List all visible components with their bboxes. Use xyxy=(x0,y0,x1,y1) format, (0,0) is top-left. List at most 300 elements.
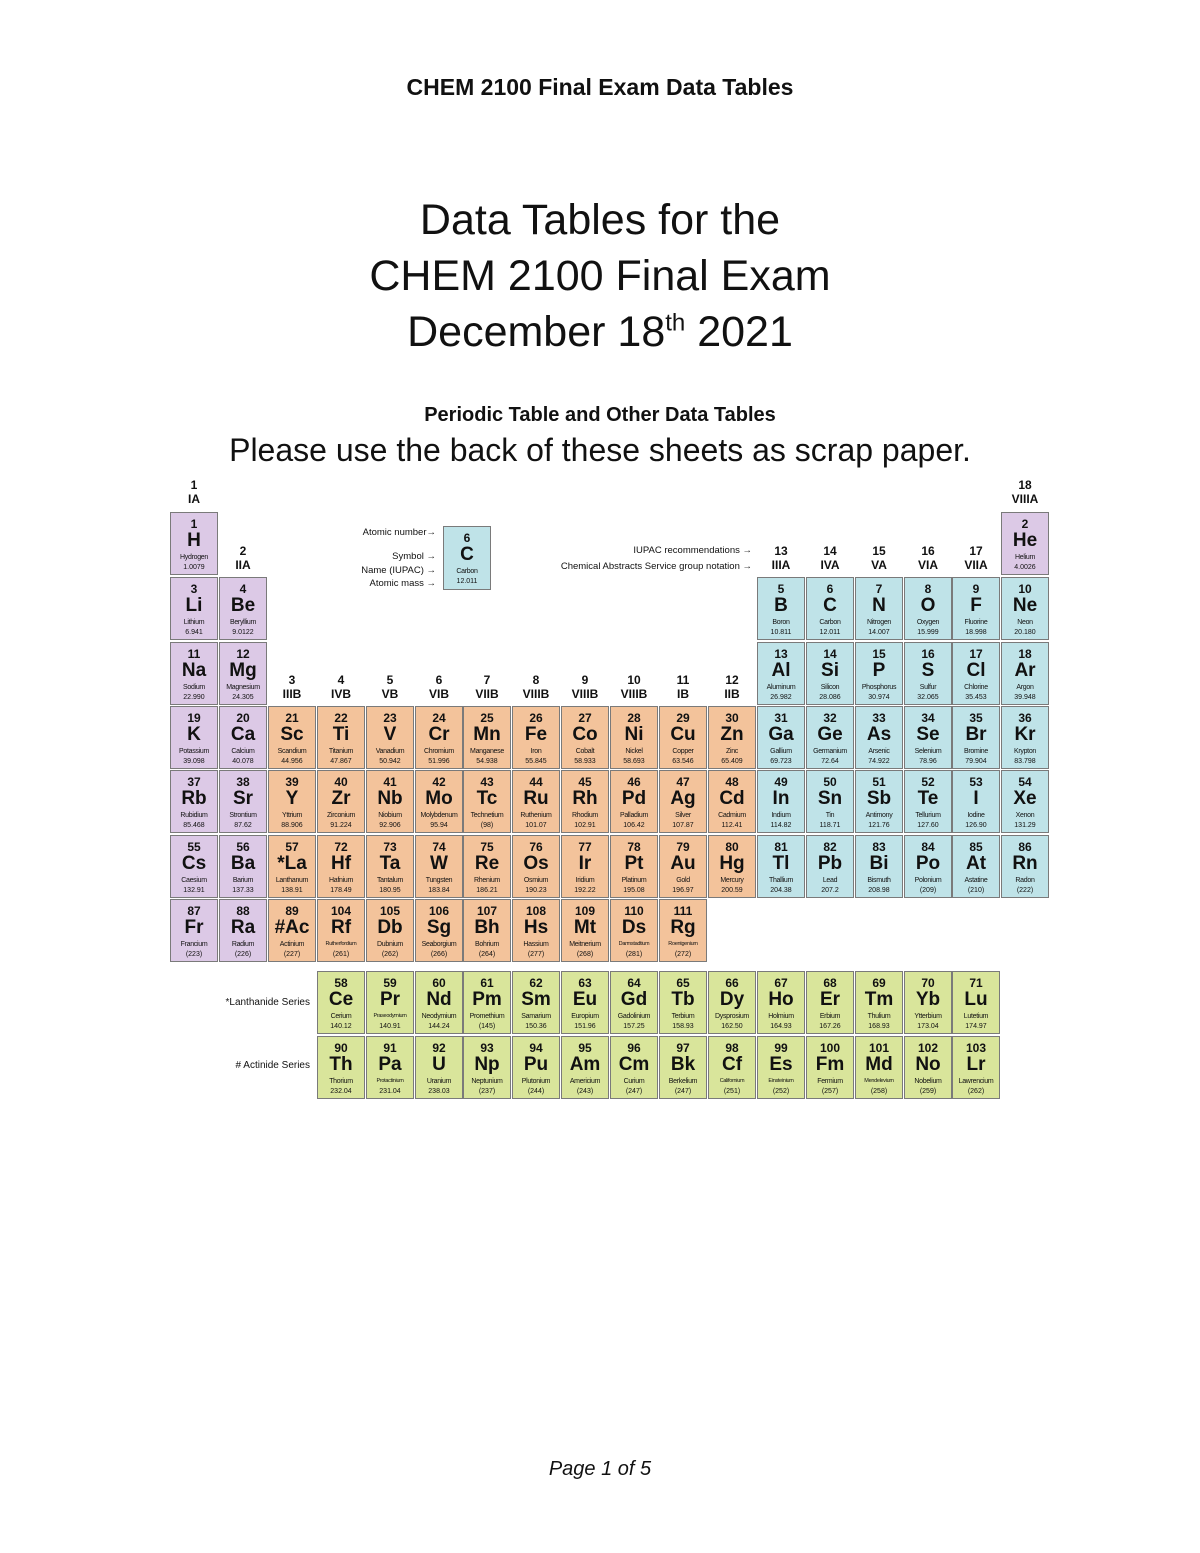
element-name: Radium xyxy=(231,941,255,948)
element-cell-tantalum xyxy=(366,835,414,898)
element-atomic-number: 42 xyxy=(432,775,446,789)
element-name: Dubnium xyxy=(377,941,403,948)
element-symbol: Cf xyxy=(721,1054,743,1075)
element-atomic-number: 20 xyxy=(236,711,250,725)
element-cell-antimony xyxy=(855,770,903,833)
element-atomic-mass: 39.098 xyxy=(183,758,205,765)
element-cell-darmstadtium xyxy=(610,899,658,962)
main-title-line-1: Data Tables for the xyxy=(419,196,781,244)
element-cell-rhenium xyxy=(463,835,511,898)
section-subheading: Periodic Table and Other Data Tables xyxy=(424,404,776,426)
element-cell-thorium xyxy=(317,1036,365,1099)
element-cell-einsteinium xyxy=(757,1036,805,1099)
element-atomic-number: 22 xyxy=(334,711,348,725)
element-atomic-mass: 157.25 xyxy=(623,1023,645,1030)
element-name: Neon xyxy=(1017,619,1033,626)
element-name: Iridium xyxy=(575,877,595,884)
element-atomic-mass: (243) xyxy=(576,1088,594,1095)
element-atomic-mass: (281) xyxy=(625,951,643,958)
element-symbol: P xyxy=(872,660,886,681)
element-atomic-number: 49 xyxy=(774,775,788,789)
element-atomic-number: 17 xyxy=(969,647,983,661)
element-atomic-number: 85 xyxy=(969,840,983,854)
element-atomic-mass: 118.71 xyxy=(819,822,841,829)
element-name: Xenon xyxy=(1015,812,1035,819)
element-symbol: In xyxy=(772,788,790,809)
element-atomic-mass: 50.942 xyxy=(379,758,401,765)
element-name: Indium xyxy=(771,812,791,819)
element-atomic-mass: 186.21 xyxy=(476,887,498,894)
element-cell-rubidium xyxy=(170,770,218,833)
group-header-10 xyxy=(610,673,658,701)
element-atomic-number: 38 xyxy=(236,775,250,789)
element-cell-erbium xyxy=(806,971,854,1034)
element-atomic-number: 55 xyxy=(187,840,201,854)
element-name: Sodium xyxy=(183,684,205,691)
element-atomic-mass: 178.49 xyxy=(330,887,352,894)
element-symbol: Bi xyxy=(869,853,889,874)
element-atomic-number: 102 xyxy=(917,1041,939,1055)
element-cell-gold xyxy=(659,835,707,898)
element-atomic-number: 66 xyxy=(725,976,739,990)
group-roman-numeral: VIB xyxy=(428,687,449,701)
element-atomic-mass: 20.180 xyxy=(1014,629,1036,636)
element-atomic-number: 79 xyxy=(676,840,690,854)
element-symbol: At xyxy=(965,853,987,874)
element-atomic-mass: 112.41 xyxy=(721,822,743,829)
element-symbol: Ta xyxy=(379,853,401,874)
group-number: 18 xyxy=(1018,478,1032,492)
element-atomic-number: 8 xyxy=(924,582,932,596)
element-name: Bohrium xyxy=(475,941,499,948)
element-atomic-mass: 91.224 xyxy=(330,822,352,829)
element-name: Holmium xyxy=(768,1013,794,1020)
element-atomic-mass: (261) xyxy=(332,951,350,958)
element-atomic-mass: 51.996 xyxy=(428,758,450,765)
element-atomic-number: 92 xyxy=(432,1041,446,1055)
element-atomic-number: 100 xyxy=(819,1041,841,1055)
element-symbol: Pu xyxy=(523,1054,549,1075)
element-symbol: S xyxy=(921,660,935,681)
element-cell-cadmium xyxy=(708,770,756,833)
element-symbol: Np xyxy=(474,1054,500,1075)
element-name: Zirconium xyxy=(326,812,356,819)
element-atomic-mass: 174.97 xyxy=(965,1023,987,1030)
element-symbol: Bh xyxy=(474,917,500,938)
element-cell-seaborgium xyxy=(415,899,463,962)
element-atomic-number: 82 xyxy=(823,840,837,854)
group-header-8 xyxy=(512,673,560,701)
element-cell-krypton xyxy=(1001,706,1049,769)
element-cell-argon xyxy=(1001,642,1049,705)
element-atomic-mass: 69.723 xyxy=(770,758,792,765)
page-number: Page 1 of 5 xyxy=(548,1458,652,1480)
element-atomic-number: 11 xyxy=(187,647,201,661)
element-atomic-number: 86 xyxy=(1018,840,1032,854)
legend-example-cell xyxy=(443,526,491,590)
element-cell-dysprosium xyxy=(708,971,756,1034)
element-atomic-mass: (266) xyxy=(430,951,448,958)
element-symbol: Co xyxy=(572,724,598,745)
element-name: Iodine xyxy=(967,812,985,819)
element-symbol: Yb xyxy=(915,989,941,1010)
element-symbol: Gd xyxy=(620,989,648,1010)
element-name: Actinium xyxy=(279,941,305,948)
element-cell-lutetium xyxy=(952,971,1000,1034)
element-atomic-mass: 168.93 xyxy=(868,1023,890,1030)
element-atomic-mass: 85.468 xyxy=(183,822,205,829)
element-symbol: #Ac xyxy=(274,917,310,938)
element-atomic-mass: 164.93 xyxy=(770,1023,792,1030)
element-atomic-number: 64 xyxy=(627,976,641,990)
group-header-1 xyxy=(170,478,218,506)
element-symbol: Xe xyxy=(1013,788,1037,809)
element-name: Californium xyxy=(719,1078,745,1084)
element-cell-roentgenium xyxy=(659,899,707,962)
element-atomic-mass: 173.04 xyxy=(917,1023,939,1030)
element-name: Europium xyxy=(571,1013,599,1020)
element-name: Lithium xyxy=(183,619,205,626)
element-name: Helium xyxy=(1015,554,1035,561)
element-name: Dysprosium xyxy=(715,1013,749,1020)
element-cell-xenon xyxy=(1001,770,1049,833)
element-atomic-mass: 44.956 xyxy=(281,758,303,765)
element-cell-plutonium xyxy=(512,1036,560,1099)
element-cell-cobalt xyxy=(561,706,609,769)
element-atomic-mass: 24.305 xyxy=(232,694,254,701)
element-cell-tellurium xyxy=(904,770,952,833)
element-symbol: *La xyxy=(277,853,307,874)
element-atomic-number: 2 xyxy=(1021,517,1029,531)
element-symbol: Ds xyxy=(621,917,647,938)
element-atomic-number: 73 xyxy=(383,840,397,854)
element-cell-thulium xyxy=(855,971,903,1034)
element-atomic-mass: 12.011 xyxy=(819,629,841,636)
element-atomic-mass: 32.065 xyxy=(917,694,939,701)
element-symbol: C xyxy=(823,595,837,616)
element-atomic-mass: 183.84 xyxy=(428,887,450,894)
element-atomic-number: 33 xyxy=(872,711,886,725)
element-cell-meitnerium xyxy=(561,899,609,962)
element-symbol: Ar xyxy=(1014,660,1036,681)
element-symbol: Al xyxy=(771,660,791,681)
element-cell-hassium xyxy=(512,899,560,962)
element-atomic-number: 94 xyxy=(529,1041,543,1055)
element-atomic-number: 39 xyxy=(285,775,299,789)
group-number: 8 xyxy=(532,673,540,687)
element-symbol: Rh xyxy=(572,788,598,809)
element-atomic-mass: 39.948 xyxy=(1014,694,1036,701)
element-symbol: Er xyxy=(819,989,841,1010)
element-atomic-number: 43 xyxy=(480,775,494,789)
element-atomic-number: 35 xyxy=(969,711,983,725)
lanthanide-series-label: *Lanthanide Series xyxy=(225,997,310,1008)
element-symbol: Rg xyxy=(670,917,696,938)
element-atomic-mass: 18.998 xyxy=(965,629,987,636)
element-cell-fermium xyxy=(806,1036,854,1099)
element-atomic-number: 99 xyxy=(774,1041,788,1055)
element-atomic-mass: 107.87 xyxy=(672,822,694,829)
element-symbol: Po xyxy=(915,853,941,874)
element-atomic-number: 72 xyxy=(334,840,348,854)
element-symbol: Pr xyxy=(379,989,401,1010)
element-name: Berkelium xyxy=(668,1078,698,1085)
element-atomic-mass: (262) xyxy=(967,1088,985,1095)
element-atomic-mass: (244) xyxy=(527,1088,545,1095)
element-symbol: K xyxy=(187,724,201,745)
element-name: Manganese xyxy=(470,748,504,755)
element-name: Lanthanum xyxy=(275,877,309,884)
element-atomic-mass: (247) xyxy=(674,1088,692,1095)
exam-year-text: 2021 xyxy=(685,308,793,356)
element-atomic-mass: 72.64 xyxy=(821,758,839,765)
element-name: Lutetium xyxy=(963,1013,989,1020)
element-symbol: Cr xyxy=(428,724,450,745)
element-cell-vanadium xyxy=(366,706,414,769)
group-number: 4 xyxy=(337,673,345,687)
element-name: Hassium xyxy=(523,941,549,948)
element-atomic-mass: (98) xyxy=(480,822,494,829)
element-atomic-mass: 102.91 xyxy=(574,822,596,829)
element-symbol: Se xyxy=(916,724,940,745)
element-cell-uranium xyxy=(415,1036,463,1099)
element-atomic-number: 62 xyxy=(529,976,543,990)
element-cell-actinium xyxy=(268,899,316,962)
element-atomic-mass: 196.97 xyxy=(672,887,694,894)
element-atomic-mass: 74.922 xyxy=(868,758,890,765)
element-atomic-number: 67 xyxy=(774,976,788,990)
element-atomic-number: 97 xyxy=(676,1041,690,1055)
element-symbol: Lu xyxy=(964,989,988,1010)
element-name: Aluminum xyxy=(766,684,796,691)
element-name: Curium xyxy=(623,1078,645,1085)
element-name: Strontium xyxy=(229,812,257,819)
group-roman-numeral: VIIIB xyxy=(571,687,599,701)
element-atomic-number: 3 xyxy=(190,582,198,596)
element-name: Nitrogen xyxy=(866,619,892,626)
element-atomic-mass: (226) xyxy=(234,951,252,958)
element-atomic-mass: 150.36 xyxy=(525,1023,547,1030)
element-cell-silver xyxy=(659,770,707,833)
element-atomic-number: 84 xyxy=(921,840,935,854)
element-atomic-number: 34 xyxy=(921,711,935,725)
element-atomic-number: 6 xyxy=(826,582,834,596)
element-atomic-number: 19 xyxy=(187,711,201,725)
element-cell-protactinium xyxy=(366,1036,414,1099)
element-cell-thallium xyxy=(757,835,805,898)
element-cell-calcium xyxy=(219,706,267,769)
element-cell-caesium xyxy=(170,835,218,898)
element-atomic-mass: (259) xyxy=(919,1088,937,1095)
element-atomic-number: 41 xyxy=(383,775,397,789)
element-atomic-mass: (145) xyxy=(478,1023,496,1030)
actinide-series-label: # Actinide Series xyxy=(235,1060,310,1071)
element-atomic-number: 40 xyxy=(334,775,348,789)
element-name: Thallium xyxy=(768,877,794,884)
element-atomic-mass: 140.12 xyxy=(330,1023,352,1030)
element-name: Darmstadtium xyxy=(618,941,650,947)
element-name: Promethium xyxy=(469,1013,505,1020)
element-name: Polonium xyxy=(914,877,942,884)
group-header-6 xyxy=(415,673,463,701)
element-symbol: Eu xyxy=(572,989,598,1010)
element-name: Hydrogen xyxy=(180,554,208,561)
element-cell-rutherfordium xyxy=(317,899,365,962)
element-name: Ruthenium xyxy=(520,812,552,819)
element-symbol: Sg xyxy=(426,917,452,938)
group-roman-numeral: IIA xyxy=(235,558,251,572)
element-cell-oxygen xyxy=(904,577,952,640)
element-atomic-number: 75 xyxy=(480,840,494,854)
element-symbol: O xyxy=(920,595,936,616)
element-atomic-mass: 180.95 xyxy=(379,887,401,894)
element-atomic-number: 61 xyxy=(480,976,494,990)
element-cell-platinum xyxy=(610,835,658,898)
element-name: Seaborgium xyxy=(421,941,457,948)
element-symbol: Fe xyxy=(524,724,548,745)
element-name: Rhodium xyxy=(572,812,598,819)
element-name: Bismuth xyxy=(867,877,891,884)
element-cell-tin xyxy=(806,770,854,833)
legend-symbol-label: Symbol → xyxy=(392,551,436,562)
element-cell-curium xyxy=(610,1036,658,1099)
element-atomic-number: 52 xyxy=(921,775,935,789)
element-name: Tungsten xyxy=(425,877,453,884)
element-name: Carbon xyxy=(819,619,841,626)
element-cell-polonium xyxy=(904,835,952,898)
element-atomic-mass: 204.38 xyxy=(770,887,792,894)
group-roman-numeral: VIIA xyxy=(964,558,988,572)
element-name: Nobelium xyxy=(914,1078,942,1085)
legend-example-name: Carbon xyxy=(456,568,478,575)
element-symbol: Re xyxy=(474,853,500,874)
element-atomic-number: 15 xyxy=(872,647,886,661)
element-atomic-number: 48 xyxy=(725,775,739,789)
element-symbol: Pa xyxy=(378,1054,402,1075)
element-atomic-mass: (272) xyxy=(674,951,692,958)
element-name: Roentgenium xyxy=(668,941,698,947)
element-name: Tantalum xyxy=(376,877,403,884)
element-symbol: Zr xyxy=(331,788,351,809)
element-symbol: Tm xyxy=(864,989,894,1010)
element-symbol: Sb xyxy=(866,788,892,809)
element-name: Rutherfordium xyxy=(325,941,357,947)
exam-date-text: December 18 xyxy=(407,308,666,356)
element-atomic-mass: 144.24 xyxy=(428,1023,450,1030)
element-symbol: Kr xyxy=(1014,724,1036,745)
legend-cas-label: Chemical Abstracts Service group notation → xyxy=(560,561,752,572)
group-header-11 xyxy=(659,673,707,701)
element-name: Chlorine xyxy=(964,684,988,691)
element-name: Erbium xyxy=(819,1013,841,1020)
element-atomic-mass: (258) xyxy=(870,1088,888,1095)
element-name: Thulium xyxy=(867,1013,891,1020)
element-name: Yttrium xyxy=(281,812,303,819)
element-atomic-number: 13 xyxy=(774,647,788,661)
element-atomic-mass: 195.08 xyxy=(623,887,645,894)
element-name: Niobium xyxy=(378,812,402,819)
element-cell-terbium xyxy=(659,971,707,1034)
element-name: Gallium xyxy=(770,748,792,755)
element-symbol: F xyxy=(970,595,982,616)
element-atomic-mass: 92.906 xyxy=(379,822,401,829)
element-atomic-number: 9 xyxy=(972,582,980,596)
element-atomic-mass: 140.91 xyxy=(379,1023,401,1030)
element-atomic-number: 60 xyxy=(432,976,446,990)
element-atomic-number: 77 xyxy=(578,840,592,854)
group-header-3 xyxy=(268,673,316,701)
element-name: Iron xyxy=(530,748,542,755)
element-symbol: Hg xyxy=(719,853,745,874)
element-atomic-number: 47 xyxy=(676,775,690,789)
element-symbol: Sn xyxy=(817,788,843,809)
element-symbol: Pm xyxy=(472,989,502,1010)
element-atomic-number: 31 xyxy=(774,711,788,725)
element-symbol: Ho xyxy=(768,989,794,1010)
element-name: Radon xyxy=(1015,877,1035,884)
element-cell-carbon xyxy=(806,577,854,640)
group-number: 16 xyxy=(921,544,935,558)
element-atomic-mass: 15.999 xyxy=(917,629,939,636)
element-cell-boron xyxy=(757,577,805,640)
element-atomic-number: 1 xyxy=(190,517,198,531)
group-number: 5 xyxy=(386,673,394,687)
element-atomic-number: 110 xyxy=(624,904,644,918)
element-cell-hafnium xyxy=(317,835,365,898)
element-cell-praseodymium xyxy=(366,971,414,1034)
element-name: Sulfur xyxy=(919,684,937,691)
element-symbol: Pb xyxy=(817,853,843,874)
element-atomic-number: 21 xyxy=(285,711,299,725)
element-symbol: Sr xyxy=(232,788,254,809)
element-atomic-number: 93 xyxy=(480,1041,494,1055)
element-atomic-number: 51 xyxy=(872,775,886,789)
element-atomic-mass: 131.29 xyxy=(1014,822,1036,829)
main-title-line-2: CHEM 2100 Final Exam xyxy=(369,252,831,300)
element-atomic-number: 108 xyxy=(525,904,547,918)
element-atomic-number: 70 xyxy=(921,976,935,990)
element-atomic-number: 63 xyxy=(578,976,592,990)
group-number: 15 xyxy=(872,544,886,558)
element-name: Tellurium xyxy=(915,812,941,819)
element-cell-phosphorus xyxy=(855,642,903,705)
element-symbol: Au xyxy=(670,853,696,874)
element-name: Thorium xyxy=(329,1078,353,1085)
group-number: 2 xyxy=(239,544,247,558)
element-atomic-number: 89 xyxy=(285,904,299,918)
element-cell-nobelium xyxy=(904,1036,952,1099)
element-atomic-number: 80 xyxy=(725,840,739,854)
group-roman-numeral: IA xyxy=(188,492,200,506)
element-symbol: Ce xyxy=(328,989,354,1010)
element-symbol: Hf xyxy=(330,853,352,874)
element-cell-rhodium xyxy=(561,770,609,833)
element-symbol: Ru xyxy=(523,788,549,809)
element-atomic-number: 76 xyxy=(529,840,543,854)
element-cell-indium xyxy=(757,770,805,833)
element-cell-americium xyxy=(561,1036,609,1099)
group-roman-numeral: IIB xyxy=(724,687,740,701)
element-atomic-mass: 162.50 xyxy=(721,1023,743,1030)
element-symbol: Be xyxy=(230,595,256,616)
element-symbol: Pt xyxy=(624,853,644,874)
element-name: Silver xyxy=(675,812,691,819)
element-cell-radon xyxy=(1001,835,1049,898)
element-name: Mendelevium xyxy=(864,1078,894,1084)
element-atomic-number: 18 xyxy=(1018,647,1032,661)
element-atomic-mass: (227) xyxy=(283,951,301,958)
group-number: 12 xyxy=(725,673,739,687)
